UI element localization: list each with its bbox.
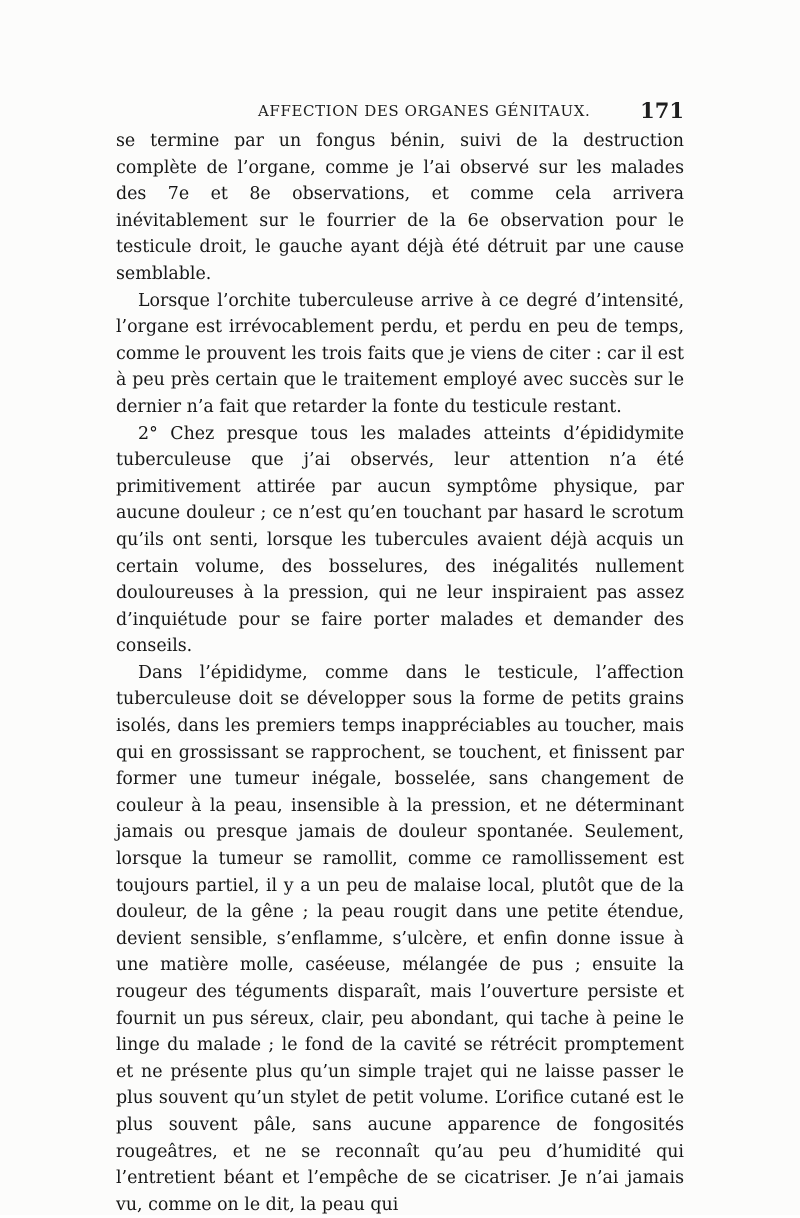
paragraph-2: Lorsque l’orchite tuberculeuse arrive à ce degré d’intensité, l’organe est irrévocablement perdu, et perdu en peu de temps, comme le prouvent les trois faits que je viens de citer : car il est à peu près certain que le traitement employé avec succès sur le dernier n’a fait que retarder la fonte du testicule restant.: [116, 290, 684, 417]
page-number: 171: [640, 98, 684, 123]
paragraph-3: 2° Chez presque tous les malades atteints d’épididymite tuberculeuse que j’ai observés, leur attention n’a été primitivement attirée par aucun symptôme physique, par aucune douleur ; ce n’est qu’en touchant par hasard le scrotum qu’ils ont senti, lorsque les tubercules avaient déjà acquis un certain volume, des bosselures, des inégalités nullement douloureuses à la pression, qui ne leur inspiraient pas assez d’inquiétude pour se faire porter malades et demander des conseils.: [116, 423, 684, 657]
paragraph-1: se termine par un fongus bénin, suivi de la destruction complète de l’organe, comme je l’ai observé sur les malades des 7e et 8e observations, et comme cela arrivera inévitablement sur le fourrier de la 6e observation pour le testicule droit, le gauche ayant déjà été détruit par une cause semblable.: [116, 131, 684, 284]
body-text: [116, 128, 684, 1218]
paragraph-4: Dans l’épididyme, comme dans le testicule, l’affection tuberculeuse doit se développer sous la forme de petits grains isolés, dans les premiers temps inappréciables au toucher, mais qui en grossissant se rapprochent, se touchent, et finissent par former une tumeur inégale, bosselée, sans changement de couleur à la peau, insensible à la pression, et ne déterminant jamais ou presque jamais de douleur spontanée. Seulement, lorsque la tumeur se ramollit, comme ce ramollissement est toujours partiel, il y a un peu de malaise local, plutôt que de la douleur, de la gêne ; la peau rougit dans une petite étendue, devient sensible, s’enflamme, s’ulcère, et enfin donne issue à une matière molle, caséeuse, mélangée de pus ; ensuite la rougeur des téguments disparaît, mais l’ouverture persiste et fournit un pus séreux, clair, peu abondant, qui tache à peine le linge du malade ; le fond de la cavité se rétrécit promptement et ne présente plus qu’un simple trajet qui ne laisse passer le plus souvent qu’un stylet de petit volume. L’orifice cutané est le plus souvent pâle, sans aucune apparence de fongosités rougeâtres, et ne se reconnaît qu’au peu d’humidité qui l’entretient béant et l’empêche de se cicatriser. Je n’ai jamais vu, comme on le dit, la peau qui: [116, 662, 684, 1215]
page-header: [116, 100, 684, 124]
running-head: AFFECTION DES ORGANES GÉNITAUX.: [258, 102, 591, 120]
